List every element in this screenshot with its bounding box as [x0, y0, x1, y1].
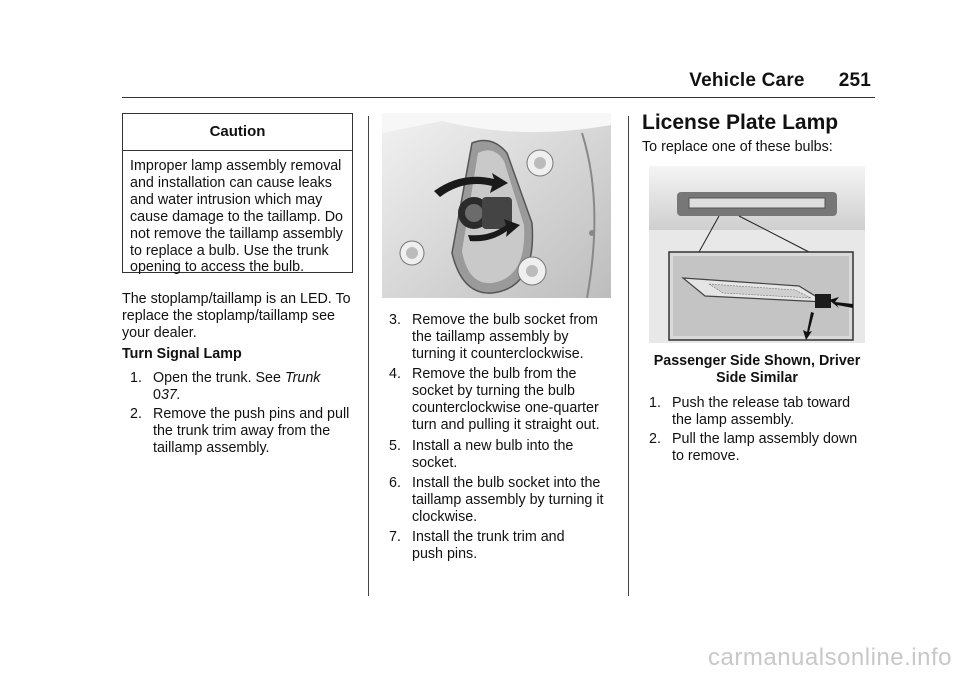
license-plate-title: License Plate Lamp: [642, 111, 839, 134]
step-text-line: Remove the push pins and pull: [153, 406, 350, 422]
column-divider-2: [628, 116, 629, 596]
step-text-line: Install the trunk trim and: [412, 529, 565, 545]
step-text-line: to remove.: [672, 447, 740, 464]
step-text-line: Push the release tab toward: [672, 395, 851, 411]
intro-paragraph: [122, 291, 362, 342]
caution-title: Caution: [209, 123, 266, 140]
caution-box: [122, 113, 353, 276]
taillamp-illustration: [382, 113, 611, 298]
step-text-line: Remove the bulb from the: [412, 366, 577, 382]
step-text-line: push pins.: [412, 545, 478, 562]
page-ref-icon: 0: [153, 386, 161, 403]
step-text-line: the taillamp assembly by: [412, 328, 569, 345]
step-text-line: socket.: [412, 454, 458, 471]
license-plate-intro: To replace one of these bulbs:: [642, 139, 833, 155]
watermark: carmanualsonline.info: [708, 644, 952, 671]
step-number: 4.: [389, 366, 401, 382]
step-text-line: counterclockwise one-quarter: [412, 399, 599, 416]
step-text-line: the trunk trim away from the: [153, 422, 331, 439]
step-text-line: Pull the lamp assembly down: [672, 431, 858, 447]
step-text: [153, 370, 320, 387]
caution-line: and water intrusion which may: [130, 191, 323, 208]
step-number: 7.: [389, 529, 401, 545]
step-text-line: socket by turning the bulb: [412, 382, 575, 399]
step-number: 1.: [649, 395, 661, 411]
step-number: 2.: [130, 406, 142, 422]
taillamp-bulb-photo: [382, 113, 611, 298]
section-title: Vehicle Care: [689, 70, 805, 91]
step-text-line: Install a new bulb into the: [412, 438, 574, 454]
license-plate-lamp-photo: [649, 166, 865, 343]
page-ref-number: 37.: [160, 386, 181, 403]
step-number: 3.: [389, 312, 401, 328]
caution-line: cause damage to the taillamp. Do: [130, 208, 343, 225]
step-text-line: turning it counterclockwise.: [412, 345, 584, 362]
page-header: [689, 70, 871, 92]
caption-line: Passenger Side Shown, Driver: [653, 353, 861, 369]
trunk-link[interactable]: Trunk: [284, 370, 321, 386]
step-number: 2.: [649, 431, 661, 447]
caution-line: not remove the taillamp assembly: [130, 225, 343, 242]
photo-caption: [643, 353, 871, 387]
step-number: 1.: [130, 370, 142, 386]
caution-line: to replace a bulb. Use the trunk: [130, 242, 329, 259]
intro-line: replace the stoplamp/taillamp see: [122, 307, 335, 324]
step-text-line: Open the trunk. See: [153, 370, 285, 386]
intro-line: your dealer.: [122, 324, 197, 341]
caution-line: Improper lamp assembly removal: [130, 158, 342, 174]
column-divider-1: [368, 116, 369, 596]
license-plate-lamp-illustration: [649, 166, 865, 343]
intro-line: The stoplamp/taillamp is an LED. To: [122, 291, 351, 307]
step-text-line: Remove the bulb socket from: [412, 312, 598, 328]
header-rule: [122, 97, 875, 98]
step-text-line: taillamp assembly by turning it: [412, 491, 604, 508]
step-text-line: clockwise.: [412, 508, 478, 525]
page-ref[interactable]: [153, 387, 320, 404]
step-text-line: Install the bulb socket into the: [412, 475, 601, 491]
caution-line: opening to access the bulb.: [130, 259, 305, 276]
step-number: 5.: [389, 438, 401, 454]
step-text-line: the lamp assembly.: [672, 411, 795, 428]
step-text-line: turn and pulling it straight out.: [412, 416, 600, 433]
step-number: 6.: [389, 475, 401, 491]
turn-signal-heading: Turn Signal Lamp: [122, 346, 242, 362]
caution-body: [123, 151, 352, 276]
step-text-line: taillamp assembly.: [153, 439, 270, 456]
page-number: 251: [838, 70, 871, 91]
caption-line: Side Similar: [716, 370, 798, 386]
caution-line: and installation can cause leaks: [130, 174, 332, 191]
